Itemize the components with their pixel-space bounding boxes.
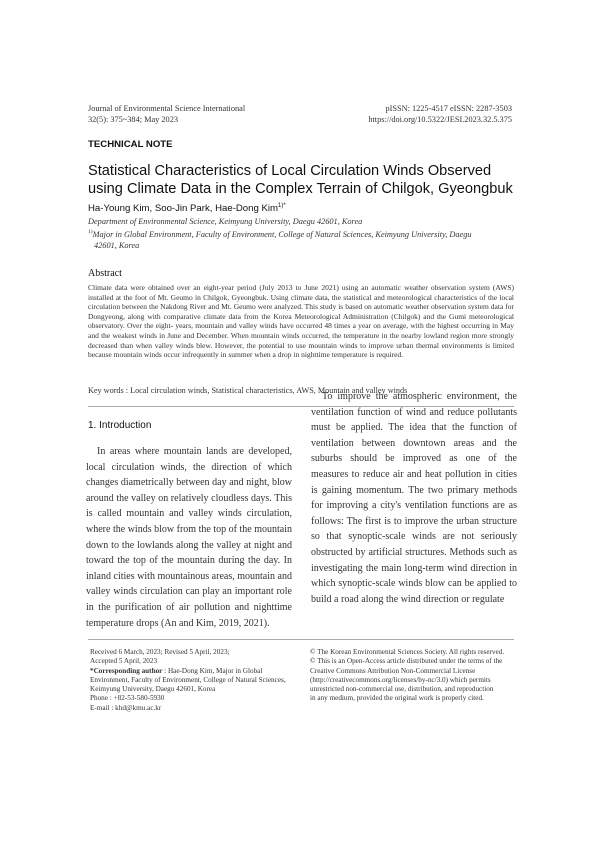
footnote-dates: [90, 648, 290, 713]
accepted-date: Accepted 5 April, 2023: [90, 657, 158, 666]
affiliation-2: [88, 227, 516, 240]
license-link[interactable]: (http://creativecommons.org/licenses/by-nc/3.0) which permits: [310, 675, 491, 684]
journal-header: [88, 103, 245, 125]
column-right: [311, 389, 517, 607]
copyright-line-2: © This is an Open-Access article distributed under the terms of the: [310, 657, 503, 666]
copyright-line-6: in any medium, provided the original work is properly cited.: [310, 694, 484, 703]
volume-pages: 32(5): 375~384; May 2023: [88, 115, 178, 124]
corresponding-text: : Hae-Dong Kim, Major in Global: [162, 666, 263, 675]
corresponding-label: *Corresponding author: [90, 666, 163, 675]
intro-paragraph-1: In areas where mountain lands are developed, local circulation winds, the direction of which changes diametrically between day and night, blow around the valley on relatively cloudless days. This is called mountain and valley winds circulation, where the winds blow from the top of the mountain down to the lowlands along the valley at night and toward the top of the mountain during the day. In inland cities with mountainous areas, mountain and valley winds circulation can play an important role in the purification of air pollution and nighttime temperature drops (An and Kim, 2019, 2021).: [86, 446, 292, 629]
corresponding-line-2: Environment, Faculty of Environment, College of Natural Sciences,: [90, 675, 286, 684]
section-heading: 1. Introduction: [88, 420, 152, 431]
email[interactable]: E-mail : khd@kmu.ac.kr: [90, 703, 162, 712]
affiliations: [88, 216, 516, 251]
issn: pISSN: 1225-4517 eISSN: 2287-3503: [385, 104, 512, 113]
author-names: Ha-Young Kim, Soo-Jin Park, Hae-Dong Kim: [88, 203, 279, 215]
article-type: TECHNICAL NOTE: [88, 139, 173, 150]
phone: Phone : +82-53-580-5930: [90, 694, 165, 703]
footnote-rule: [88, 639, 514, 640]
intro-paragraph-2: To improve the atmospheric environment, the ventilation function of wind and reduce pollutants must be applied. The idea that the function of ventilation between downtown areas and the suburbs should be improved as one of the measures to reduce air and heat pollution in cities is gaining momentum. The two primary methods for improving a city's ventilation functions are as follows: The first is to improve the urban structure so that synoptic-scale winds are not seriously obstructed by artificial structures. Methods such as investigating the main long-term wind direction in which synoptic-scale winds blow can be applied to build a road along the wind direction or regulate: [311, 391, 517, 605]
footnote-copyright: [310, 648, 520, 704]
affiliation-2-text: Major in Global Environment, Faculty of Environment, College of Natural Sciences, Keimyung University, Daegu: [92, 229, 472, 239]
column-left: [86, 444, 292, 631]
copyright-line-3: Creative Commons Attribution Non-Commercial License: [310, 666, 476, 675]
affiliation-1: Department of Environmental Science, Keimyung University, Daegu 42601, Korea: [88, 217, 363, 226]
issn-header: [368, 103, 512, 125]
corresponding-author: [90, 667, 290, 676]
author-list: [88, 203, 286, 214]
corresponding-line-3: Keimyung University, Daegu 42601, Korea: [90, 685, 216, 694]
doi-link[interactable]: https://doi.org/10.5322/JESI.2023.32.5.375: [368, 115, 512, 124]
affiliation-2-cont: 42601, Korea: [94, 240, 140, 250]
affiliation-2-mark: 1): [88, 229, 93, 235]
keywords: Key words : Local circulation winds, Statistical characteristics, AWS, Mountain and valley winds: [88, 386, 408, 395]
abstract-text: Climate data were obtained over an eight-year period (July 2013 to June 2021) using an automatic weather observation system (AWS) installed at the foot of Mt. Geumo in Chilgok, Gyeongbuk. Using climate data, the statistical and meteorological characteristics of the local circulation between the Nakdong River and Mt. Geumo were analyzed. This study is based on automatic weather observation system data for Dongyeong, along with comparative climate data from the Korea Meteorological Administration (Chilgok) and the Gumi meteorological observatory. Over the eight- years, mountain and valley winds have occurred 48 times a year on average, with the highest occurring in May and the weakest winds in June and December. When mountain winds occurred, the temperature in the nearby lowland region more strongly decreased than when valley winds blew. However, the potential to use mountain winds to improve urban thermal environments is limited because mountain winds occur infrequently in summer when a drop in nighttime temperature is required.: [88, 283, 514, 360]
copyright-line-1: © The Korean Environmental Sciences Society. All rights reserved.: [310, 648, 505, 656]
author-marks: 1)*: [278, 203, 286, 209]
abstract-heading: Abstract: [88, 268, 122, 279]
received-date: Received 6 March, 2023; Revised 5 April, 2023;: [90, 648, 230, 656]
journal-name: Journal of Environmental Science International: [88, 104, 246, 113]
copyright-line-5: unrestricted non-commercial use, distribution, and reproduction: [310, 685, 494, 694]
paper-title: Statistical Characteristics of Local Circulation Winds Observed using Climate Data in the Complex Terrain of Chilgok, Gyeongbuk: [88, 163, 513, 197]
